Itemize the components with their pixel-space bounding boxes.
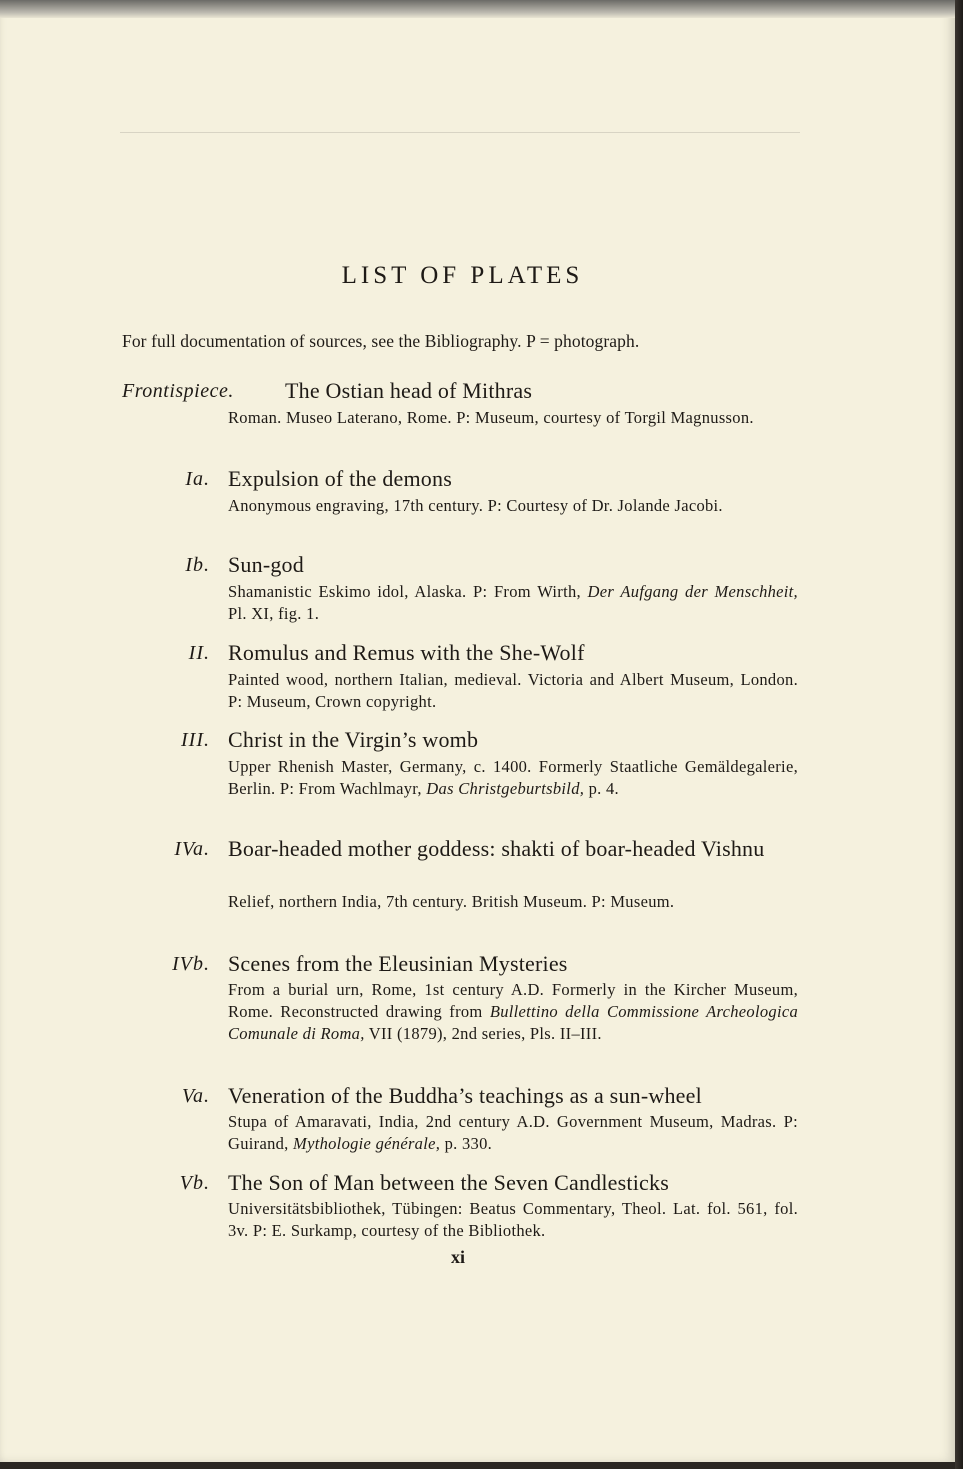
plate-title: Expulsion of the demons bbox=[228, 466, 452, 491]
plate-title: The Ostian head of Mithras bbox=[285, 378, 533, 403]
scan-right-edge bbox=[955, 0, 963, 1469]
plate-description: Shamanistic Eskimo idol, Alaska. P: From Wirth, Der Aufgang der Menschheit, Pl. XI, fig. 1. bbox=[228, 582, 798, 623]
plate-number: IVa. bbox=[174, 838, 210, 860]
plate-description: Universitätsbibliothek, Tübingen: Beatus Commentary, Theol. Lat. fol. 561, fol. 3v. P: E. Surkamp, courtesy of the Bibliothek. bbox=[228, 1199, 798, 1240]
plate-number: Frontispiece. bbox=[122, 380, 234, 402]
page-number: xi bbox=[450, 1247, 465, 1267]
plate-number: Vb. bbox=[179, 1172, 210, 1194]
plate-description: Roman. Museo Laterano, Rome. P: Museum, courtesy of Torgil Magnusson. bbox=[228, 408, 754, 427]
plate-title: Veneration of the Buddha’s teachings as a sun-wheel bbox=[228, 1083, 702, 1108]
plate-number: Va. bbox=[182, 1085, 210, 1107]
page-title: LIST OF PLATES bbox=[341, 262, 584, 289]
plate-title: Romulus and Remus with the She-Wolf bbox=[228, 640, 585, 665]
plate-description: Anonymous engraving, 17th century. P: Courtesy of Dr. Jolande Jacobi. bbox=[228, 496, 723, 515]
scan-top-edge bbox=[0, 0, 963, 18]
plate-title: Scenes from the Eleusinian Mysteries bbox=[228, 951, 568, 976]
plate-description: Painted wood, northern Italian, medieval. Victoria and Albert Museum, London. P: Museum, Crown copyright. bbox=[228, 670, 798, 711]
plate-number: Ia. bbox=[185, 468, 210, 490]
plate-description: Upper Rhenish Master, Germany, c. 1400. Formerly Staatliche Gemäldegalerie, Berlin. P: From Wachlmayr, Das Christgeburtsbild, p. 4. bbox=[228, 757, 798, 798]
plate-number: IVb. bbox=[172, 953, 210, 975]
plate-number: II. bbox=[188, 642, 210, 664]
plate-title: Christ in the Virgin’s womb bbox=[228, 727, 479, 752]
plate-number: III. bbox=[181, 729, 210, 751]
plate-description: Relief, northern India, 7th century. British Museum. P: Museum. bbox=[228, 892, 675, 911]
bleed-through-rule bbox=[120, 132, 800, 133]
plate-description: From a burial urn, Rome, 1st century A.D. Formerly in the Kircher Museum, Rome. Reconstructed drawing from Bullettino della Commissione Archeologica Comunale di Roma, VII (1879), 2nd series, Pls. II–III. bbox=[228, 980, 799, 1043]
plate-title: Boar-headed mother goddess: shakti of boar-headed Vishnu bbox=[228, 836, 765, 861]
plate-title: Sun-god bbox=[228, 552, 304, 577]
plate-title: The Son of Man between the Seven Candlesticks bbox=[228, 1170, 669, 1195]
plate-description: Stupa of Amaravati, India, 2nd century A.D. Government Museum, Madras. P: Guirand, Mythologie générale, p. 330. bbox=[228, 1112, 798, 1153]
intro-note: For full documentation of sources, see the Bibliography. P = photograph. bbox=[122, 331, 640, 351]
plate-number: Ib. bbox=[185, 554, 210, 576]
